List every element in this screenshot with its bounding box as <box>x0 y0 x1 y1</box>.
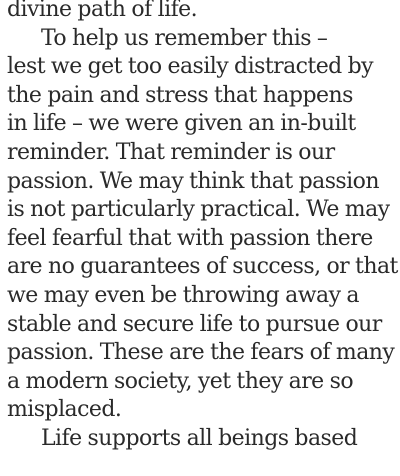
text-line: passion. These are the fears of many <box>7 340 395 366</box>
text-line: passion. We may think that passion <box>7 168 379 194</box>
text-line: Life supports all beings based <box>41 425 358 451</box>
text-line: reminder. That reminder is our <box>7 139 335 165</box>
text-line: the pain and stress that happens <box>7 82 353 108</box>
text-line: misplaced. <box>7 397 122 423</box>
text-line: a modern society, yet they are so <box>7 368 354 394</box>
text-line: in life – we were given an in-built <box>7 111 356 137</box>
text-line: lest we get too easily distracted by <box>7 54 374 80</box>
text-line: To help us remember this – <box>41 25 328 51</box>
text-line: are no guarantees of success, or that <box>7 254 398 280</box>
text-line: is not particularly practical. We may <box>7 197 390 223</box>
body-text <box>7 0 400 454</box>
text-line: divine path of life. <box>7 0 198 22</box>
text-line: we may even be throwing away a <box>7 282 359 308</box>
text-line: stable and secure life to pursue our <box>7 311 382 337</box>
text-line: feel fearful that with passion there <box>7 225 373 251</box>
